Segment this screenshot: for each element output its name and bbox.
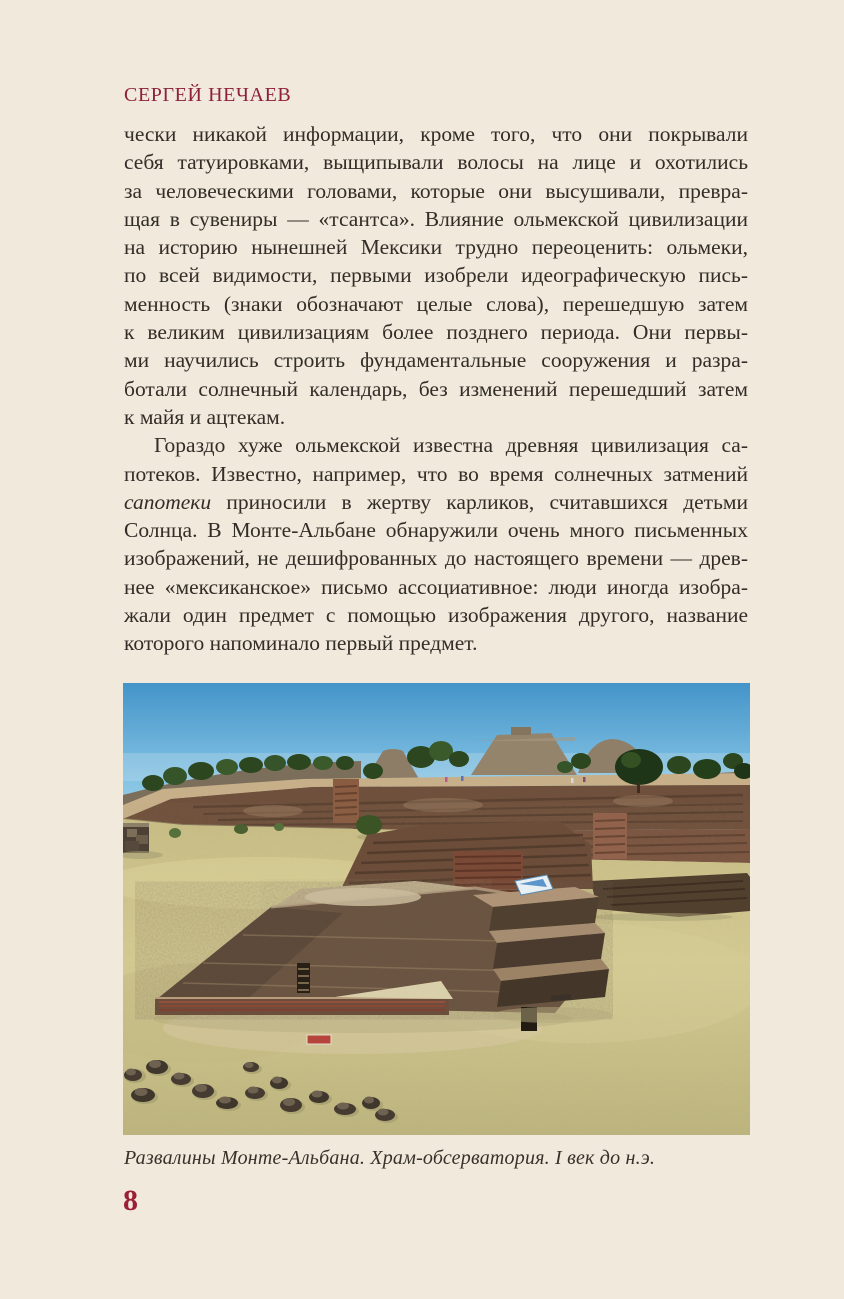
body-text [124,120,748,658]
text-line: себя татуировками, выщипывали волосы на лице и охотились [124,150,748,175]
text-line: щая в сувениры — «тсантса». Влияние ольмекской цивилизации [124,206,748,231]
author-header: СЕРГЕЙ НЕЧАЕВ [124,84,292,106]
text-line: менность (знаки обозначают целые слова), перешедшую затем [124,291,748,316]
text-line: чески никакой информации, кроме того, что они покрывали [124,122,748,146]
text-line: изображений, не дешифрованных до настоящего времени — древ- [124,546,748,571]
red-marker-sign [307,1035,331,1044]
text-line: Солнца. В Монте-Альбане обнаружили очень много письменных [124,518,748,543]
text-line: к майя и ацтекам. [124,404,286,429]
photo-caption: Развалины Монте-Альбана. Храм-обсерватория. I век до н.э. [124,1147,656,1169]
text-line: нее «мексиканское» письмо ассоциативное: люди иногда изобра- [124,574,748,599]
text-line: за человеческими головами, которые они высушивали, превра- [124,178,748,203]
page-number: 8 [123,1184,138,1217]
text-line: Гораздо хуже ольмекской известна древняя цивилизация са- [154,433,748,458]
text-line: потеков. Известно, например, что во время солнечных затмений [124,461,748,486]
text-line: жали один предмет с помощью изображения другого, название [124,603,748,628]
paragraph [124,120,748,431]
text-line: ботали солнечный календарь, без изменений перешедший затем [124,376,748,401]
text-line: ми научились строить фундаментальные сооружения и разра- [124,348,748,373]
photo-monte-alban-ruins [123,683,750,1135]
text-line: по всей видимости, первыми изобрели идеографическую пись- [124,263,748,288]
text-line: сапотеки приносили в жертву карликов, считавшихся детьми [124,489,748,514]
text-line: которого напоминало первый предмет. [124,631,478,656]
text-line: к великим цивилизациям более позднего периода. Они первы- [124,320,748,345]
paragraph [124,431,748,657]
text-line: на историю нынешней Мексики трудно переоценить: ольмеки, [124,235,748,260]
